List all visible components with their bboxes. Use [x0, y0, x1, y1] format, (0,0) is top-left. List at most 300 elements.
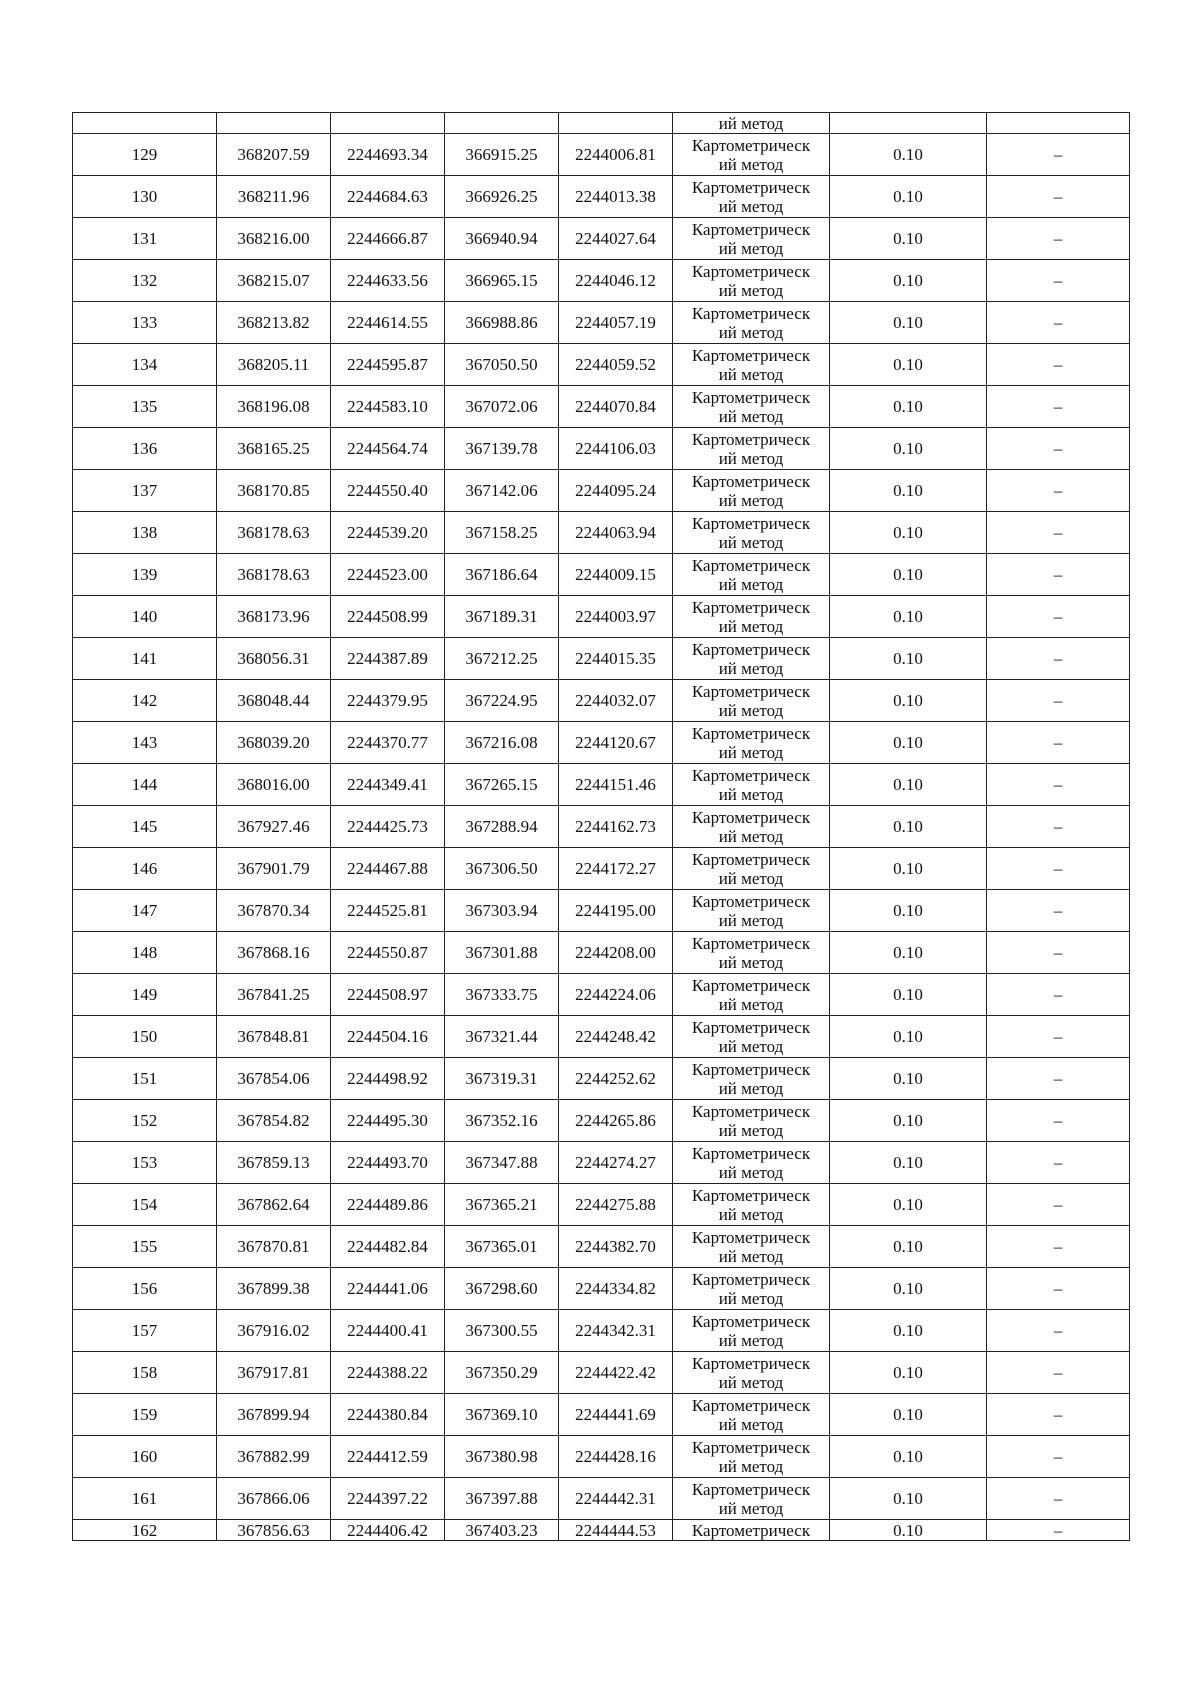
cell-x2: 367142.06 [445, 470, 559, 512]
cell-method [673, 1100, 830, 1142]
cell-accuracy: 0.10 [830, 1520, 987, 1541]
cell-note: – [987, 1058, 1130, 1100]
cell-x1: 367917.81 [217, 1352, 331, 1394]
cell-accuracy: 0.10 [830, 1394, 987, 1436]
cell-point-number: 162 [73, 1520, 217, 1541]
cell-accuracy: 0.10 [830, 1058, 987, 1100]
cell-x1: 367901.79 [217, 848, 331, 890]
table-row [73, 890, 1130, 932]
cell-point-number: 129 [73, 134, 217, 176]
cell-y1 [331, 113, 445, 134]
cell-method [673, 1394, 830, 1436]
method-line-1: Картометрическ [691, 429, 811, 449]
cell-y1: 2244495.30 [331, 1100, 445, 1142]
method-line-2: ий метод [718, 1078, 784, 1098]
cell-x2: 367216.08 [445, 722, 559, 764]
cell-method [673, 344, 830, 386]
cell-x2: 367403.23 [445, 1520, 559, 1541]
cell-accuracy: 0.10 [830, 554, 987, 596]
cell-x1: 368039.20 [217, 722, 331, 764]
cell-accuracy: 0.10 [830, 218, 987, 260]
cell-method [673, 1226, 830, 1268]
cell-y2: 2244248.42 [559, 1016, 673, 1058]
cell-method [673, 302, 830, 344]
method-line-2: ий метод [718, 280, 784, 300]
cell-y2: 2244013.38 [559, 176, 673, 218]
cell-note: – [987, 470, 1130, 512]
cell-accuracy: 0.10 [830, 1142, 987, 1184]
cell-note: – [987, 176, 1130, 218]
table-row [73, 1310, 1130, 1352]
cell-note: – [987, 848, 1130, 890]
cell-y2: 2244428.16 [559, 1436, 673, 1478]
table-row [73, 260, 1130, 302]
cell-point-number: 144 [73, 764, 217, 806]
method-line-1: Картометрическ [691, 891, 811, 911]
cell-y1: 2244412.59 [331, 1436, 445, 1478]
table-row [73, 1226, 1130, 1268]
cell-x1: 367862.64 [217, 1184, 331, 1226]
cell-x2: 367365.21 [445, 1184, 559, 1226]
method-line-2: ий метод [718, 1456, 784, 1476]
cell-note: – [987, 1142, 1130, 1184]
cell-method [673, 260, 830, 302]
cell-y2: 2244265.86 [559, 1100, 673, 1142]
cell-x1: 367866.06 [217, 1478, 331, 1520]
cell-x1: 368016.00 [217, 764, 331, 806]
cell-accuracy: 0.10 [830, 890, 987, 932]
method-line-1: Картометрическ [691, 1185, 811, 1205]
cell-point-number: 161 [73, 1478, 217, 1520]
cell-y1: 2244583.10 [331, 386, 445, 428]
cell-point-number: 153 [73, 1142, 217, 1184]
cell-point-number: 138 [73, 512, 217, 554]
cell-y2: 2244208.00 [559, 932, 673, 974]
cell-x2: 367288.94 [445, 806, 559, 848]
cell-accuracy: 0.10 [830, 1016, 987, 1058]
cell-point-number: 141 [73, 638, 217, 680]
method-line-1: Картометрическ [691, 303, 811, 323]
cell-note: – [987, 806, 1130, 848]
method-line-1: Картометрическ [691, 765, 811, 785]
cell-method [673, 722, 830, 764]
method-line-1: Картометрическ [691, 261, 811, 281]
table-row [73, 764, 1130, 806]
cell-y1: 2244370.77 [331, 722, 445, 764]
method-line-2: ий метод [718, 1162, 784, 1182]
cell-y2: 2244006.81 [559, 134, 673, 176]
method-line-2: ий метод [718, 448, 784, 468]
cell-note: – [987, 974, 1130, 1016]
method-line-1: Картометрическ [691, 1311, 811, 1331]
method-line-2: ий метод [718, 490, 784, 510]
cell-y2: 2244003.97 [559, 596, 673, 638]
cell-point-number: 139 [73, 554, 217, 596]
cell-y2: 2244441.69 [559, 1394, 673, 1436]
cell-note: – [987, 134, 1130, 176]
table-row [73, 302, 1130, 344]
table-row [73, 596, 1130, 638]
cell-method [673, 218, 830, 260]
cell-accuracy: 0.10 [830, 134, 987, 176]
cell-method [673, 638, 830, 680]
cell-y1: 2244467.88 [331, 848, 445, 890]
table-row [73, 344, 1130, 386]
method-line-2: ий метод [718, 826, 784, 846]
cell-x2: 367158.25 [445, 512, 559, 554]
cell-y2: 2244444.53 [559, 1520, 673, 1541]
method-line-2: ий метод [718, 574, 784, 594]
cell-x2: 367186.64 [445, 554, 559, 596]
cell-note: – [987, 218, 1130, 260]
cell-accuracy: 0.10 [830, 1100, 987, 1142]
method-line-1: Картометрическ [691, 135, 811, 155]
cell-x1: 368205.11 [217, 344, 331, 386]
cell-accuracy [830, 113, 987, 134]
cell-x1: 367848.81 [217, 1016, 331, 1058]
cell-method [673, 176, 830, 218]
cell-y2: 2244274.27 [559, 1142, 673, 1184]
cell-y1: 2244397.22 [331, 1478, 445, 1520]
cell-x2: 367319.31 [445, 1058, 559, 1100]
cell-x2: 366926.25 [445, 176, 559, 218]
cell-note: – [987, 680, 1130, 722]
cell-y2: 2244172.27 [559, 848, 673, 890]
method-line-2: ий метод [718, 238, 784, 258]
cell-note: – [987, 722, 1130, 764]
cell-point-number: 156 [73, 1268, 217, 1310]
cell-accuracy: 0.10 [830, 1478, 987, 1520]
method-line-2: ий метод [718, 910, 784, 930]
method-line-1: Картометрическ [691, 975, 811, 995]
method-line-2: ий метод [718, 364, 784, 384]
cell-note: – [987, 1520, 1130, 1541]
cell-point-number: 157 [73, 1310, 217, 1352]
table-row [73, 1394, 1130, 1436]
cell-y2: 2244095.24 [559, 470, 673, 512]
cell-y1: 2244425.73 [331, 806, 445, 848]
cell-x1: 368170.85 [217, 470, 331, 512]
cell-accuracy: 0.10 [830, 680, 987, 722]
cell-point-number: 145 [73, 806, 217, 848]
cell-x2: 367380.98 [445, 1436, 559, 1478]
cell-y2: 2244063.94 [559, 512, 673, 554]
cell-x1: 368196.08 [217, 386, 331, 428]
table-row [73, 1478, 1130, 1520]
cell-x2: 366915.25 [445, 134, 559, 176]
method-line-2: ий метод [718, 1372, 784, 1392]
cell-point-number: 140 [73, 596, 217, 638]
cell-y2: 2244057.19 [559, 302, 673, 344]
cell-method: Картометрическ [673, 1520, 830, 1541]
cell-point-number: 137 [73, 470, 217, 512]
cell-accuracy: 0.10 [830, 722, 987, 764]
cell-x2: 367072.06 [445, 386, 559, 428]
cell-y2 [559, 113, 673, 134]
cell-y1: 2244666.87 [331, 218, 445, 260]
cell-y2: 2244046.12 [559, 260, 673, 302]
cell-x1: 367899.38 [217, 1268, 331, 1310]
cell-x2: 367321.44 [445, 1016, 559, 1058]
cell-note: – [987, 386, 1130, 428]
cell-note: – [987, 428, 1130, 470]
cell-x2: 367139.78 [445, 428, 559, 470]
cell-y2: 2244059.52 [559, 344, 673, 386]
table-row [73, 638, 1130, 680]
cell-method [673, 1478, 830, 1520]
cell-accuracy: 0.10 [830, 176, 987, 218]
table-row [73, 428, 1130, 470]
method-line-1: Картометрическ [691, 1479, 811, 1499]
method-line-1: Картометрическ [691, 1353, 811, 1373]
cell-point-number: 134 [73, 344, 217, 386]
cell-point-number: 159 [73, 1394, 217, 1436]
table-row [73, 1016, 1130, 1058]
method-line-1: Картометрическ [691, 1437, 811, 1457]
cell-method [673, 512, 830, 554]
cell-y2: 2244195.00 [559, 890, 673, 932]
cell-y1: 2244595.87 [331, 344, 445, 386]
method-line-1: Картометрическ [691, 513, 811, 533]
cell-point-number: 151 [73, 1058, 217, 1100]
cell-x1: 368216.00 [217, 218, 331, 260]
cell-method [673, 848, 830, 890]
cell-accuracy: 0.10 [830, 1310, 987, 1352]
cell-x1: 368056.31 [217, 638, 331, 680]
table-row [73, 1436, 1130, 1478]
cell-y1: 2244693.34 [331, 134, 445, 176]
cell-accuracy: 0.10 [830, 848, 987, 890]
cell-point-number: 148 [73, 932, 217, 974]
cell-method [673, 974, 830, 1016]
cell-method [673, 1058, 830, 1100]
cell-point-number: 136 [73, 428, 217, 470]
cell-method [673, 932, 830, 974]
cell-y1: 2244406.42 [331, 1520, 445, 1541]
cell-point-number: 155 [73, 1226, 217, 1268]
cell-x1: 367841.25 [217, 974, 331, 1016]
cell-y1: 2244550.40 [331, 470, 445, 512]
method-line-2: ий метод [718, 784, 784, 804]
cell-y2: 2244224.06 [559, 974, 673, 1016]
cell-accuracy: 0.10 [830, 1436, 987, 1478]
cell-x2: 367212.25 [445, 638, 559, 680]
cell-y1: 2244379.95 [331, 680, 445, 722]
cell-point-number: 149 [73, 974, 217, 1016]
cell-y1: 2244380.84 [331, 1394, 445, 1436]
method-line-2: ий метод [718, 1204, 784, 1224]
cell-y1: 2244564.74 [331, 428, 445, 470]
table-row [73, 974, 1130, 1016]
method-line-2: ий метод [718, 1288, 784, 1308]
cell-accuracy: 0.10 [830, 1226, 987, 1268]
cell-y1: 2244489.86 [331, 1184, 445, 1226]
cell-note: – [987, 344, 1130, 386]
cell-y2: 2244015.35 [559, 638, 673, 680]
method-line-1: Картометрическ [691, 1017, 811, 1037]
cell-method [673, 1016, 830, 1058]
cell-y1: 2244349.41 [331, 764, 445, 806]
cell-x1: 368048.44 [217, 680, 331, 722]
method-line-1: Картометрическ [691, 177, 811, 197]
cell-x2: 367301.88 [445, 932, 559, 974]
cell-note: – [987, 1100, 1130, 1142]
method-line-2: ий метод [718, 154, 784, 174]
cell-y1: 2244684.63 [331, 176, 445, 218]
table-row [73, 1352, 1130, 1394]
cell-accuracy: 0.10 [830, 1268, 987, 1310]
method-line-2: ий метод [718, 406, 784, 426]
method-line-1: Картометрическ [691, 807, 811, 827]
table-row [73, 386, 1130, 428]
method-line-2: ий метод [718, 1330, 784, 1350]
cell-method [673, 680, 830, 722]
cell-method [673, 1184, 830, 1226]
cell-method [673, 806, 830, 848]
cell-x2: 367050.50 [445, 344, 559, 386]
cell-x1: 367870.81 [217, 1226, 331, 1268]
cell-note: – [987, 1226, 1130, 1268]
cell-accuracy: 0.10 [830, 764, 987, 806]
method-line-1: Картометрическ [691, 1143, 811, 1163]
cell-y2: 2244275.88 [559, 1184, 673, 1226]
cell-x1: 367868.16 [217, 932, 331, 974]
method-line-2: ий метод [718, 742, 784, 762]
method-line-2: ий метод [718, 1498, 784, 1518]
cell-y2: 2244027.64 [559, 218, 673, 260]
table-row [73, 218, 1130, 260]
cell-x2: 367333.75 [445, 974, 559, 1016]
cell-y2: 2244070.84 [559, 386, 673, 428]
cell-note: – [987, 890, 1130, 932]
method-line-1: Картометрическ [691, 723, 811, 743]
cell-method [673, 470, 830, 512]
cell-y2: 2244422.42 [559, 1352, 673, 1394]
cell-y2: 2244120.67 [559, 722, 673, 764]
cell-accuracy: 0.10 [830, 638, 987, 680]
cell-accuracy: 0.10 [830, 386, 987, 428]
table-row [73, 512, 1130, 554]
cell-y1: 2244400.41 [331, 1310, 445, 1352]
cell-method [673, 386, 830, 428]
table-row [73, 1058, 1130, 1100]
cell-y1: 2244387.89 [331, 638, 445, 680]
cell-accuracy: 0.10 [830, 974, 987, 1016]
cell-x1: 368178.63 [217, 554, 331, 596]
cell-y2: 2244342.31 [559, 1310, 673, 1352]
cell-accuracy: 0.10 [830, 932, 987, 974]
cell-y1: 2244539.20 [331, 512, 445, 554]
cell-x1: 368215.07 [217, 260, 331, 302]
cell-point-number: 131 [73, 218, 217, 260]
method-line-2: ий метод [718, 322, 784, 342]
table-row [73, 176, 1130, 218]
cell-note: – [987, 932, 1130, 974]
cell-accuracy: 0.10 [830, 596, 987, 638]
table-row [73, 1100, 1130, 1142]
table-row [73, 1184, 1130, 1226]
cell-x1: 368178.63 [217, 512, 331, 554]
method-line-1: Картометрическ [691, 555, 811, 575]
method-line-1: Картометрическ [691, 1227, 811, 1247]
cell-note: – [987, 638, 1130, 680]
cell-note: – [987, 1310, 1130, 1352]
cell-note: – [987, 1016, 1130, 1058]
cell-method [673, 134, 830, 176]
cell-accuracy: 0.10 [830, 302, 987, 344]
cell-note: – [987, 596, 1130, 638]
cell-note: – [987, 302, 1130, 344]
cell-accuracy: 0.10 [830, 1184, 987, 1226]
method-line-1: Картометрическ [691, 387, 811, 407]
cell-x1: 367870.34 [217, 890, 331, 932]
cell-point-number: 130 [73, 176, 217, 218]
cell-y1: 2244493.70 [331, 1142, 445, 1184]
cell-x1: 368207.59 [217, 134, 331, 176]
cell-accuracy: 0.10 [830, 1352, 987, 1394]
cell-note: – [987, 1436, 1130, 1478]
method-line-1: Картометрическ [691, 345, 811, 365]
cell-x2: 367189.31 [445, 596, 559, 638]
cell-x1: 367859.13 [217, 1142, 331, 1184]
method-line-2: ий метод [718, 700, 784, 720]
cell-y2: 2244334.82 [559, 1268, 673, 1310]
cell-x2 [445, 113, 559, 134]
cell-note: – [987, 764, 1130, 806]
table-row [73, 680, 1130, 722]
cell-y1: 2244508.99 [331, 596, 445, 638]
method-line-1: Картометрическ [691, 597, 811, 617]
cell-y2: 2244032.07 [559, 680, 673, 722]
method-line-1: Картометрическ [691, 1395, 811, 1415]
cell-y2: 2244162.73 [559, 806, 673, 848]
cell-x1: 367899.94 [217, 1394, 331, 1436]
method-line-2: ий метод [718, 1120, 784, 1140]
cell-x2: 367369.10 [445, 1394, 559, 1436]
cell-y2: 2244252.62 [559, 1058, 673, 1100]
cell-x1 [217, 113, 331, 134]
cell-accuracy: 0.10 [830, 470, 987, 512]
cell-point-number: 133 [73, 302, 217, 344]
cell-note: – [987, 1352, 1130, 1394]
cell-method: ий метод [673, 113, 830, 134]
cell-point-number: 143 [73, 722, 217, 764]
cell-x2: 367347.88 [445, 1142, 559, 1184]
cell-y2: 2244106.03 [559, 428, 673, 470]
method-line-2: ий метод [718, 1036, 784, 1056]
cell-note: – [987, 1478, 1130, 1520]
cell-point-number: 132 [73, 260, 217, 302]
cell-x2: 367265.15 [445, 764, 559, 806]
cell-accuracy: 0.10 [830, 428, 987, 470]
cell-accuracy: 0.10 [830, 806, 987, 848]
method-line-2: ий метод [718, 196, 784, 216]
method-line-2: ий метод [718, 952, 784, 972]
cell-x2: 367306.50 [445, 848, 559, 890]
cell-note: – [987, 512, 1130, 554]
cell-method [673, 764, 830, 806]
cell-x1: 367916.02 [217, 1310, 331, 1352]
cell-note: – [987, 554, 1130, 596]
cell-y1: 2244498.92 [331, 1058, 445, 1100]
cell-x2: 366988.86 [445, 302, 559, 344]
cell-x1: 368165.25 [217, 428, 331, 470]
method-line-1: Картометрическ [691, 1269, 811, 1289]
cell-method [673, 1268, 830, 1310]
cell-method [673, 890, 830, 932]
table-row [73, 806, 1130, 848]
cell-point-number: 147 [73, 890, 217, 932]
